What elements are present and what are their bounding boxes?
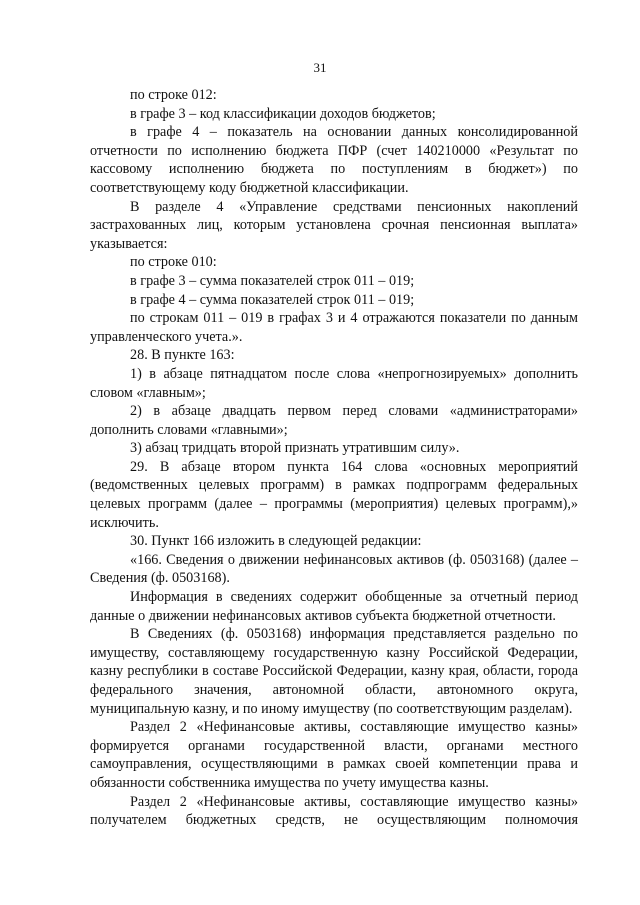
document-body [90, 86, 578, 830]
paragraph: В разделе 4 «Управление средствами пенсионных накоплений застрахованных лиц, которым установлена срочная пенсионная выплата» указывается: [90, 198, 578, 252]
paragraph: 3) абзац тридцать второй признать утратившим силу». [130, 440, 460, 457]
paragraph: 30. Пункт 166 изложить в следующей редакции: [130, 533, 422, 550]
paragraph: 28. В пункте 163: [130, 347, 235, 364]
paragraph: Раздел 2 «Нефинансовые активы, составляющие имущество казны» получателем бюджетных средств, не осуществляющим полномочия [90, 793, 578, 829]
paragraph: 29. В абзаце втором пункта 164 слова «основных мероприятий (ведомственных целевых программ) в рамках подпрограмм федеральных целевых программ (далее – программы (мероприятия) целевых программ),» исключить. [90, 458, 578, 531]
paragraph: в графе 4 – показатель на основании данных консолидированной отчетности по исполнению бюджета ПФР (счет 140210000 «Результат по кассовому исполнению бюджета по поступлениям в бюджет») по соответствующему коду бюджетной классификации. [90, 124, 578, 196]
paragraph: «166. Сведения о движении нефинансовых активов (ф. 0503168) (далее – Сведения (ф. 0503168). [90, 551, 578, 587]
paragraph: в графе 4 – сумма показателей строк 011 – 019; [130, 291, 415, 308]
paragraph: по строке 012: [130, 87, 217, 103]
paragraph: в графе 3 – код классификации доходов бюджетов; [130, 105, 436, 122]
page-number: 31 [313, 60, 327, 75]
paragraph: 1) в абзаце пятнадцатом после слова «непрогнозируемых» дополнить словом «главным»; [90, 365, 578, 401]
paragraph: по строкам 011 – 019 в графах 3 и 4 отражаются показатели по данным управленческого учета.». [90, 310, 578, 345]
paragraph: В Сведениях (ф. 0503168) информация представляется раздельно по имуществу, составляющему государственную казну Российской Федерации, казну республики в составе Российской Федерации, казну края, области, города федерального значения, автономной области, автономного округа, муниципальную казну, и по иному имуществу (по соответствующим разделам). [90, 626, 578, 717]
paragraph: в графе 3 – сумма показателей строк 011 – 019; [130, 272, 415, 289]
paragraph: 2) в абзаце двадцать первом перед словами «администраторами» дополнить словами «главными»; [90, 403, 578, 438]
paragraph: Информация в сведениях содержит обобщенные за отчетный период данные о движении нефинансовых активов субъекта бюджетной отчетности. [90, 589, 578, 624]
paragraph: Раздел 2 «Нефинансовые активы, составляющие имущество казны» формируется органами государственной власти, органами местного самоуправления, осуществляющими в рамках своей компетенции права и обязанности собственника имущества по учету имущества казны. [90, 719, 578, 791]
paragraph: по строке 010: [130, 254, 217, 271]
